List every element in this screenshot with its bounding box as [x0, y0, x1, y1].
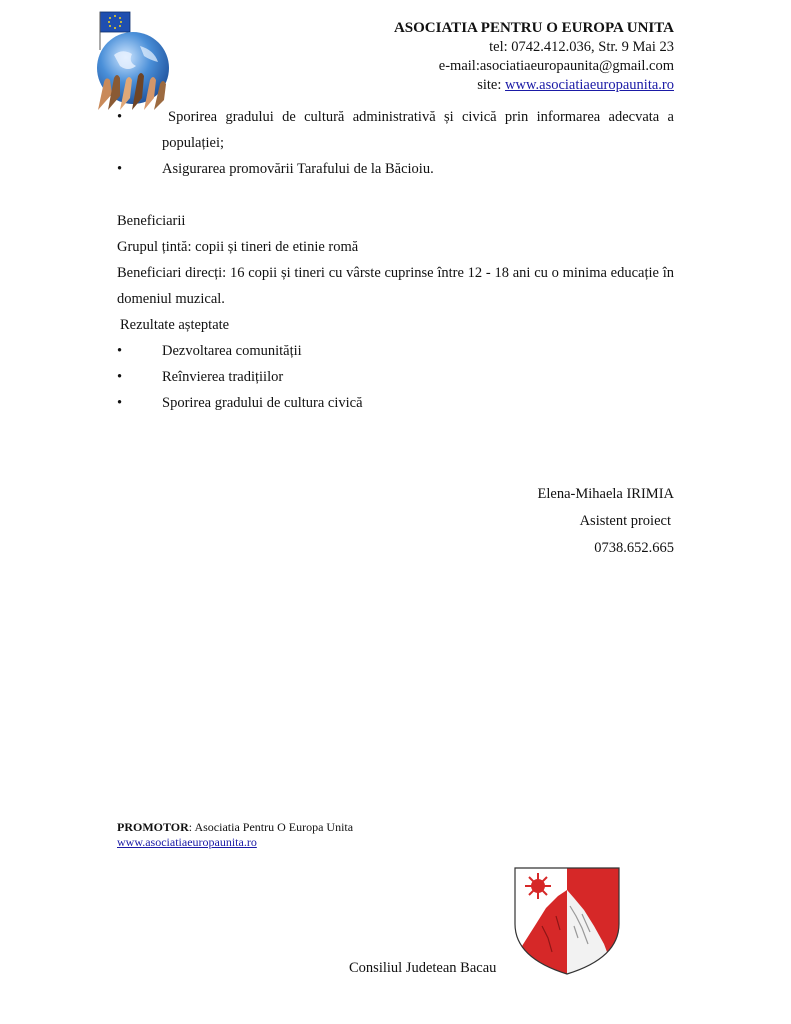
list-item-text: Asigurarea promovării Tarafului de la Băcioiu.	[162, 161, 434, 177]
signatory-phone: 0738.652.665	[594, 540, 674, 556]
list-item	[117, 390, 674, 416]
bullet-icon: •	[117, 395, 123, 411]
bullet-icon: •	[117, 369, 123, 385]
county-council-name: Consiliul Judetean Bacau	[349, 960, 497, 976]
header-site-link[interactable]: www.asociatiaeuropaunita.ro	[505, 77, 674, 93]
header-phone-address: tel: 0742.412.036, Str. 9 Mai 23	[489, 39, 674, 55]
document-body	[117, 104, 674, 416]
logo-globe-icon	[92, 10, 174, 110]
signatory-name: Elena-Mihaela IRIMIA	[537, 486, 674, 502]
promotor-link[interactable]: www.asociatiaeuropaunita.ro	[117, 835, 257, 849]
header-site-prefix: site:	[477, 77, 506, 93]
beneficiarii-heading: Beneficiarii	[117, 213, 186, 229]
list-item-text: Sporirea gradului de cultură administrativă și civică prin informarea adecvata a populației;	[162, 109, 674, 151]
list-item	[117, 156, 674, 182]
list-item	[117, 338, 674, 364]
promotor-label: PROMOTOR	[117, 820, 189, 834]
coat-of-arms-icon	[512, 866, 622, 976]
header-email: e-mail:asociatiaeuropaunita@gmail.com	[438, 58, 674, 74]
promotor-text: : Asociatia Pentru O Europa Unita	[188, 820, 354, 834]
bullet-icon: •	[117, 343, 123, 359]
list-item	[117, 104, 674, 156]
direct-beneficiaries: Beneficiari direcți: 16 copii și tineri cu vârste cuprinse între 12 - 18 ani cu o minima educație în domeniul muzical.	[117, 265, 674, 307]
list-item	[117, 364, 674, 390]
list-item-text: Sporirea gradului de cultura civică	[162, 395, 363, 411]
signatory-role: Asistent proiect	[579, 513, 671, 529]
signature-block	[538, 481, 675, 562]
promotor-block	[117, 820, 353, 850]
letterhead	[394, 19, 674, 95]
bullet-icon: •	[117, 109, 123, 125]
list-item-text: Dezvoltarea comunității	[162, 343, 302, 359]
organization-name: ASOCIATIA PENTRU O EUROPA UNITA	[393, 20, 674, 36]
results-heading: Rezultate așteptate	[120, 317, 230, 333]
list-item-text: Reînvierea tradițiilor	[162, 369, 284, 385]
header-site	[394, 76, 674, 95]
bullet-icon: •	[117, 161, 123, 177]
target-group: Grupul țintă: copii și tineri de etinie romă	[117, 239, 359, 255]
